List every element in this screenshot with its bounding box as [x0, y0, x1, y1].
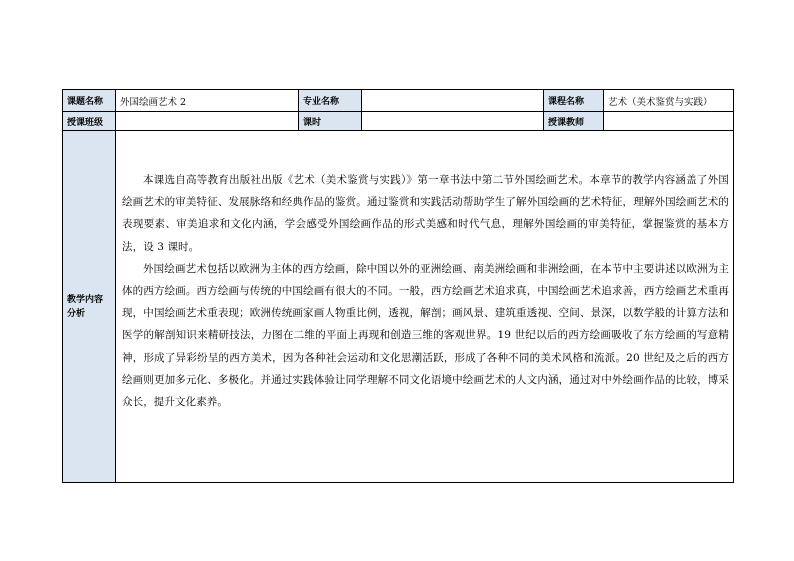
subject-value: 艺术（美术鉴赏与实践） — [604, 90, 734, 112]
course-name-value: 外国绘画艺术 2 — [116, 90, 299, 112]
class-value — [116, 112, 299, 131]
content-analysis-label: 教学内容分析 — [63, 131, 116, 483]
subject-label: 课程名称 — [544, 90, 604, 112]
hours-label: 课时 — [299, 112, 362, 131]
major-value — [362, 90, 544, 112]
teacher-label: 授课教师 — [544, 112, 604, 131]
major-label: 专业名称 — [299, 90, 362, 112]
teacher-value — [604, 112, 734, 131]
lesson-plan-table — [62, 89, 734, 483]
content-row — [63, 131, 734, 483]
class-row — [63, 112, 734, 131]
course-name-label: 课题名称 — [63, 90, 116, 112]
content-paragraph-2: 外国绘画艺术包括以欧洲为主体的西方绘画，除中国以外的亚洲绘画、南美洲绘画和非洲绘画，在本节中主要讲述以欧洲为主体的西方绘画。西方绘画与传统的中国绘画有很大的不同。一般，西方绘画艺术追求真，中国绘画艺术追求善，西方绘画艺术重再现，中国绘画艺术重表现；欧洲传统画家画人物重比例，透视，解剖；画风景、建筑重透视、空间、景深，以数学般的计算方法和医学的解剖知识来精研技法，力图在二维的平面上再现和创造三维的客观世界。19 世纪以后的西方绘画吸收了东方绘画的写意精神，形成了异彩纷呈的西方美术，因为各种社会运动和文化思潮活跃，形成了各种不同的美术风格和流派。20 世纪及之后的西方绘画则更加多元化、多极化。并通过实践体验让同学理解不同文化语境中绘画艺术的人文内涵，通过对中外绘画作品的比较，博采众长，提升文化素养。 — [122, 262, 729, 409]
content-analysis-body — [116, 131, 734, 483]
class-label: 授课班级 — [63, 112, 116, 131]
hours-value — [362, 112, 544, 131]
content-paragraph-1: 本课选自高等教育出版社出版《艺术（美术鉴赏与实践）》第一章书法中第二节外国绘画艺术。本章节的教学内容涵盖了外国绘画艺术的审美特征、发展脉络和经典作品的鉴赏。通过鉴赏和实践活动帮助学生了解外国绘画的艺术特征，理解外国绘画艺术的表现要素、审美追求和文化内涵，学会感受外国绘画作品的形式美感和时代气息，理解外国绘画的审美特征，掌握鉴赏的基本方法，设 3 课时。 — [122, 174, 729, 253]
header-row — [63, 90, 734, 112]
